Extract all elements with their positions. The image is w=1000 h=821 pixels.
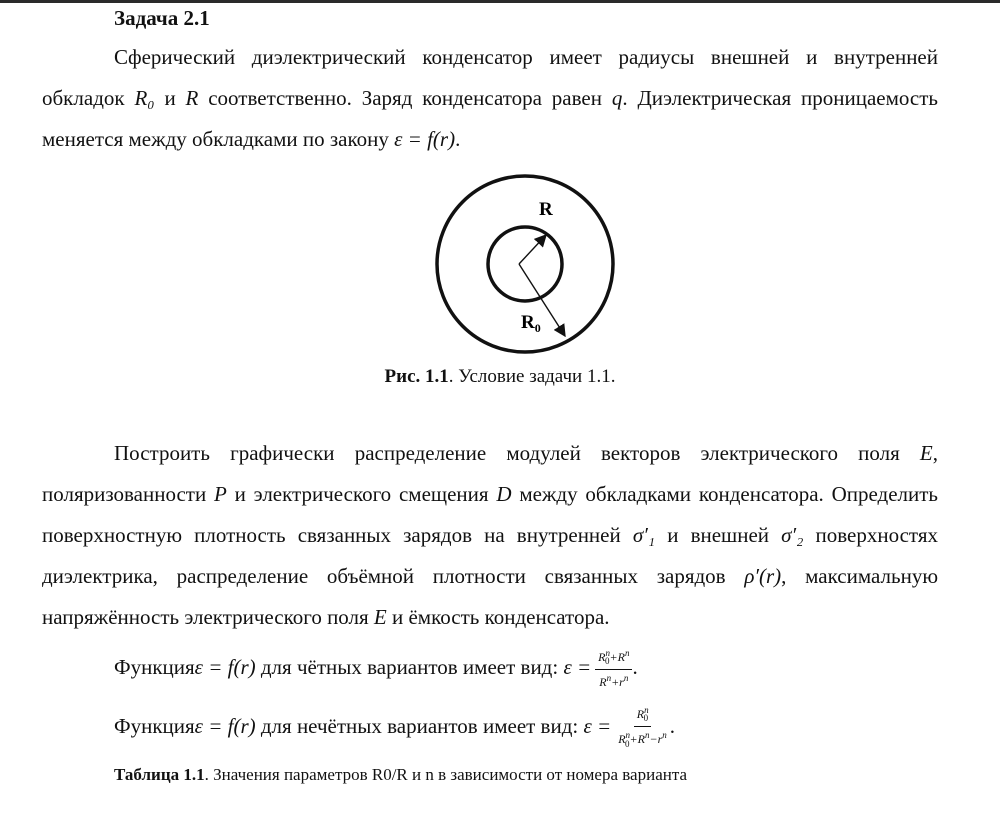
text-fragment: и (154, 86, 186, 110)
text-fragment: и ёмкость конденсатора. (386, 605, 610, 629)
text-fragment: соответственно. Заряд конденсатора равен (198, 86, 612, 110)
symbol-e: E (373, 605, 387, 629)
symbol-p: P (214, 482, 227, 506)
text-fragment: Функция (114, 655, 195, 680)
inner-plate-circle (488, 227, 562, 301)
fraction-denominator: $R^n+r^n$ (599, 673, 629, 690)
label-r0-main: R (521, 312, 535, 333)
label-r0-subscript: 0 (534, 321, 541, 335)
text-fragment: , поляризованности (42, 441, 938, 506)
text-fragment: , максимальную напряжённость электрического поля (42, 564, 939, 629)
text-fragment: . (455, 127, 461, 151)
fraction-denominator: $R^n_0+R^n-r^n$ (618, 730, 667, 749)
text-fragment: для чётных вариантов имеет вид: (255, 655, 564, 680)
text-fragment: между обкладками конденсатора. Определить поверхностную плотность связанных зарядов на внутренней (42, 482, 939, 547)
formula-odd-variants (114, 703, 675, 751)
table-caption-label: Таблица 1.1 (114, 765, 205, 784)
fraction-numerator: $R^n_0$ (634, 703, 651, 727)
symbol-r: R (185, 86, 199, 110)
text-fragment: . (669, 714, 675, 739)
label-r: R (539, 199, 553, 220)
caption-text: . Условие задачи 1.1. (448, 366, 616, 387)
symbol-sigma2: σ′₂ (781, 523, 804, 547)
text-fragment: поверхностях диэлектрика, распределение объёмной плотности связанных зарядов (42, 523, 938, 588)
symbol-d: D (496, 482, 512, 506)
task-requirements-paragraph (42, 433, 938, 638)
permittivity-law: ε = f(r) (394, 127, 456, 151)
function-notation: ε = f(r) (194, 714, 256, 739)
text-fragment: и внешней (655, 523, 782, 547)
text-fragment: и электрического смещения (226, 482, 497, 506)
symbol-r0: R₀ (134, 86, 155, 110)
fraction-numerator: $R^n_0+R^n$ (595, 646, 632, 670)
caption-label: Рис. 1.1 (384, 366, 449, 387)
epsilon-equals: ε = (563, 655, 592, 680)
capacitor-figure (431, 170, 619, 358)
symbol-sigma1: σ′₁ (632, 523, 656, 547)
top-border (0, 0, 1000, 3)
text-fragment: . (632, 655, 638, 680)
symbol-q: q (611, 86, 623, 110)
label-r0 (521, 312, 541, 335)
text-fragment: Сферический диэлектрический конденсатор имеет радиусы внешней и внутренней обкладок (42, 45, 938, 110)
text-fragment: . Диэлектрическая проницаемость меняется между обкладками по закону (42, 86, 938, 151)
text-fragment: Построить графически распределение модулей векторов электрического поля (114, 441, 920, 465)
problem-statement-paragraph (42, 37, 938, 160)
epsilon-equals: ε = (583, 714, 612, 739)
even-formula-fraction (595, 646, 632, 689)
symbol-e: E (919, 441, 933, 465)
table-caption-text: . Значения параметров R0/R и n в зависимости от номера варианта (204, 765, 688, 784)
task-title: Задача 2.1 (114, 6, 210, 30)
function-notation: ε = f(r) (194, 655, 256, 680)
text-fragment: Функция (114, 714, 195, 739)
inner-radius-arrow (519, 235, 546, 264)
table-caption (114, 765, 687, 785)
odd-formula-fraction (615, 703, 670, 751)
figure-caption (0, 366, 1000, 388)
symbol-rho: ρ′(r) (744, 564, 782, 588)
formula-even-variants (114, 646, 638, 689)
text-fragment: для нечётных вариантов имеет вид: (255, 714, 584, 739)
